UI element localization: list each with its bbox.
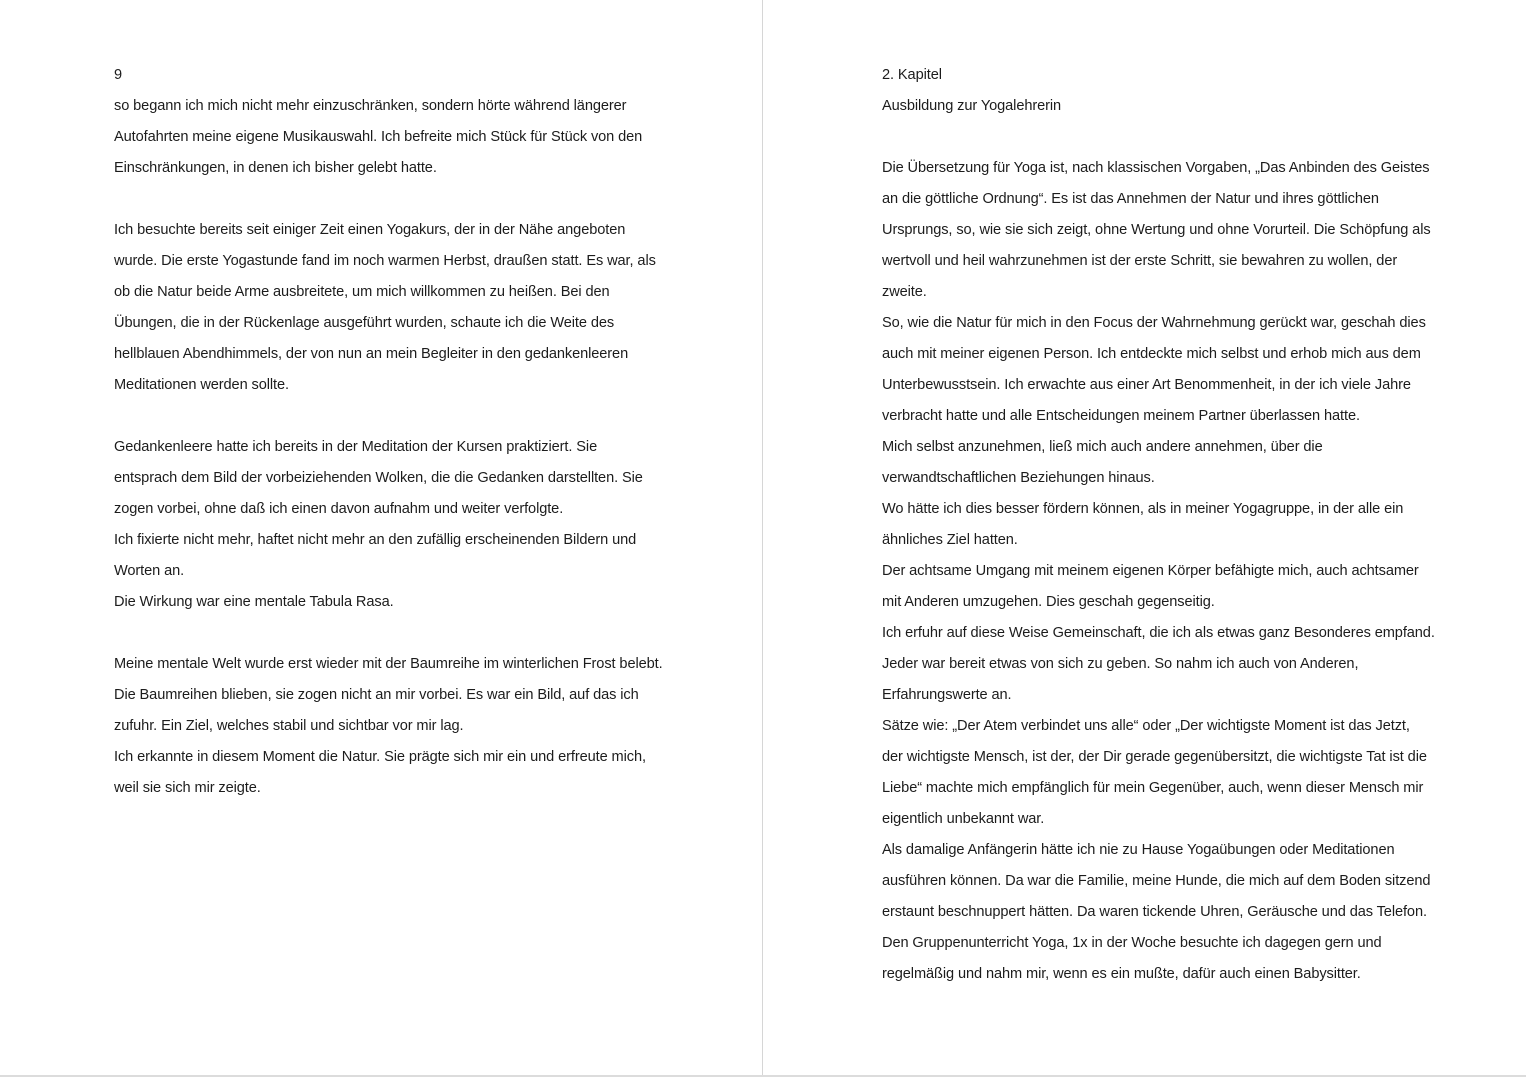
text-line: auch mit meiner eigenen Person. Ich entdeckte mich selbst und erhob mich aus dem [882,346,1421,362]
page-number: 9 [114,67,123,83]
text-line: Übungen, die in der Rückenlage ausgeführt wurden, schaute ich die Weite des [114,315,615,331]
text-line: Die Übersetzung für Yoga ist, nach klassischen Vorgaben, „Das Anbinden des Geistes [882,160,1430,176]
blank-line [114,184,663,215]
text-line: entsprach dem Bild der vorbeiziehenden Wolken, die die Gedanken darstellten. Sie [114,470,643,486]
blank-line [882,122,1435,153]
text-line: so begann ich mich nicht mehr einzuschränken, sondern hörte während längerer [114,98,627,114]
text-line: Ich fixierte nicht mehr, haftet nicht mehr an den zufällig erscheinenden Bildern und [114,532,637,548]
text-line: Wo hätte ich dies besser fördern können, als in meiner Yogagruppe, in der alle ein [882,501,1404,517]
text-line: Ursprungs, so, wie sie sich zeigt, ohne Wertung und ohne Vorurteil. Die Schöpfung als [882,222,1431,238]
text-line: zufuhr. Ein Ziel, welches stabil und sichtbar vor mir lag. [114,718,464,734]
text-line: Gedankenleere hatte ich bereits in der Meditation der Kursen praktiziert. Sie [114,439,598,455]
text-line: ob die Natur beide Arme ausbreitete, um mich willkommen zu heißen. Bei den [114,284,610,300]
text-line: der wichtigste Mensch, ist der, der Dir gerade gegenübersitzt, die wichtigste Tat ist die [882,749,1427,765]
text-line: ähnliches Ziel hatten. [882,532,1018,548]
text-line: wertvoll und heil wahrzunehmen ist der erste Schritt, sie bewahren zu wollen, der [882,253,1398,269]
text-line: Liebe“ machte mich empfänglich für mein Gegenüber, auch, wenn dieser Mensch mir [882,780,1424,796]
text-line: Die Baumreihen blieben, sie zogen nicht an mir vorbei. Es war ein Bild, auf das ich [114,687,639,703]
text-line: zogen vorbei, ohne daß ich einen davon aufnahm und weiter verfolgte. [114,501,564,517]
text-line: weil sie sich mir zeigte. [114,780,261,796]
text-line: Mich selbst anzunehmen, ließ mich auch andere annehmen, über die [882,439,1323,455]
chapter-label: 2. Kapitel [882,67,942,83]
text-line: an die göttliche Ordnung“. Es ist das Annehmen der Natur und ihres göttlichen [882,191,1379,207]
text-line: Meditationen werden sollte. [114,377,289,393]
right-page-text [882,60,1435,990]
text-line: wurde. Die erste Yogastunde fand im noch warmen Herbst, draußen statt. Es war, als [114,253,656,269]
text-line: Ich erfuhr auf diese Weise Gemeinschaft, die ich als etwas ganz Besonderes empfand. [882,625,1435,641]
right-page [763,0,1526,1075]
left-page [0,0,762,1075]
text-line: eigentlich unbekannt war. [882,811,1045,827]
blank-line [114,401,663,432]
text-line: Erfahrungswerte an. [882,687,1012,703]
text-line: Die Wirkung war eine mentale Tabula Rasa. [114,594,394,610]
text-line: Der achtsame Umgang mit meinem eigenen Körper befähigte mich, auch achtsamer [882,563,1419,579]
text-line: Jeder war bereit etwas von sich zu geben. So nahm ich auch von Anderen, [882,656,1359,672]
text-line: Als damalige Anfängerin hätte ich nie zu Hause Yogaübungen oder Meditationen [882,842,1395,858]
text-line: Den Gruppenunterricht Yoga, 1x in der Woche besuchte ich dagegen gern und [882,935,1382,951]
text-line: erstaunt beschnuppert hätten. Da waren tickende Uhren, Geräusche und das Telefon. [882,904,1427,920]
text-line: regelmäßig und nahm mir, wenn es ein mußte, dafür auch einen Babysitter. [882,966,1361,982]
text-line: hellblauen Abendhimmels, der von nun an mein Begleiter in den gedankenleeren [114,346,629,362]
text-line: Ich besuchte bereits seit einiger Zeit einen Yogakurs, der in der Nähe angeboten [114,222,626,238]
text-line: ausführen können. Da war die Familie, meine Hunde, die mich auf dem Boden sitzend [882,873,1431,889]
text-line: Einschränkungen, in denen ich bisher gelebt hatte. [114,160,437,176]
left-page-lines [114,91,663,804]
text-line: mit Anderen umzugehen. Dies geschah gegenseitig. [882,594,1215,610]
text-line: verbracht hatte und alle Entscheidungen meinem Partner überlassen hatte. [882,408,1360,424]
text-line: Autofahrten meine eigene Musikauswahl. Ich befreite mich Stück für Stück von den [114,129,643,145]
text-line: So, wie die Natur für mich in den Focus der Wahrnehmung gerückt war, geschah dies [882,315,1426,331]
text-line: verwandtschaftlichen Beziehungen hinaus. [882,470,1155,486]
blank-line [114,618,663,649]
text-line: Meine mentale Welt wurde erst wieder mit der Baumreihe im winterlichen Frost belebt. [114,656,663,672]
text-line: zweite. [882,284,927,300]
chapter-title: Ausbildung zur Yogalehrerin [882,98,1062,114]
text-line: Ich erkannte in diesem Moment die Natur. Sie prägte sich mir ein und erfreute mich, [114,749,646,765]
right-page-lines [882,122,1435,990]
left-page-text [114,60,663,804]
text-line: Worten an. [114,563,185,579]
text-line: Unterbewusstsein. Ich erwachte aus einer Art Benommenheit, in der ich viele Jahre [882,377,1411,393]
text-line: Sätze wie: „Der Atem verbindet uns alle“ oder „Der wichtigste Moment ist das Jetzt, [882,718,1410,734]
